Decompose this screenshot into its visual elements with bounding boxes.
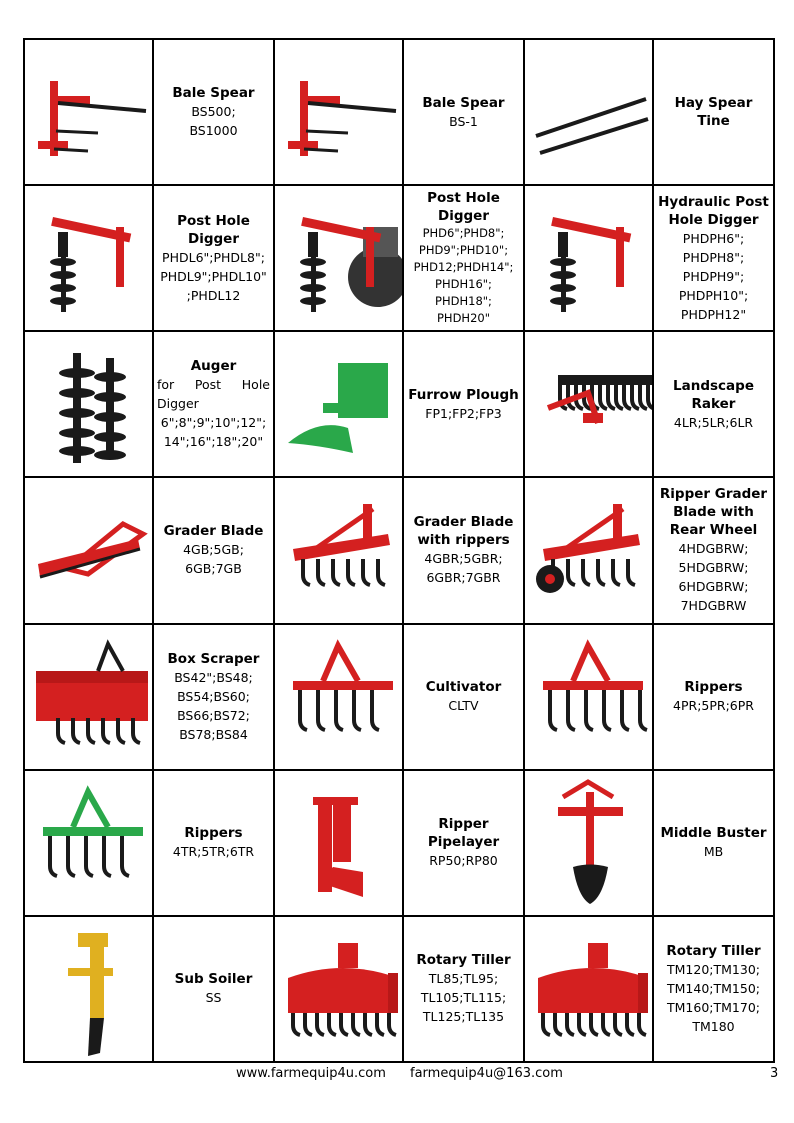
model-codes: 4TR;5TR;6TR — [172, 844, 255, 860]
product-description — [653, 624, 774, 770]
model-codes: 14";16";18";20" — [163, 434, 264, 450]
product-description — [403, 331, 524, 477]
sub-soiler-photo — [24, 916, 153, 1062]
ripper-grader-blade-rear-wheel-image — [528, 479, 653, 621]
cultivator-image — [278, 626, 403, 768]
product-description — [153, 331, 274, 477]
hydraulic-post-hole-digger-photo — [524, 185, 653, 331]
product-name: Ripper Grader Blade with Rear Wheel — [659, 486, 768, 539]
model-codes: PHDH16"; — [435, 277, 492, 292]
product-description — [653, 39, 774, 185]
auger-bits-image — [28, 333, 153, 475]
product-name: Rippers — [684, 679, 743, 696]
post-hole-digger-phdl-image — [28, 187, 153, 329]
rippers-red-image — [528, 626, 653, 768]
product-name: Post Hole Digger — [177, 212, 250, 247]
grader-blade-with-rippers-image — [278, 479, 403, 621]
product-description — [403, 916, 524, 1062]
model-codes: BS78;BS84 — [179, 726, 248, 742]
footer-website[interactable]: www.farmequip4u.com — [236, 1066, 386, 1081]
post-hole-digger-phd-on-tractor-photo — [274, 185, 403, 331]
grader-blade-with-rippers-photo — [274, 477, 403, 623]
hay-spear-tines-image — [528, 41, 653, 183]
product-name: Furrow Plough — [408, 386, 519, 403]
ripper-pipelayer-image — [278, 772, 403, 914]
product-name: Bale Spear — [172, 85, 255, 102]
page-number: 3 — [770, 1066, 779, 1081]
catalog-row — [24, 770, 774, 916]
model-codes: 4HDGBRW; — [678, 541, 749, 557]
catalog-row — [24, 624, 774, 770]
model-codes: TL105;TL115; — [420, 990, 507, 1006]
product-description — [403, 39, 524, 185]
model-codes: PHDPH8"; — [682, 249, 745, 265]
model-codes: PHDPH6"; — [682, 230, 745, 246]
model-codes: PHDPH10"; — [678, 287, 749, 303]
model-codes: FP1;FP2;FP3 — [425, 405, 502, 421]
model-codes: 4GB;5GB; — [183, 542, 244, 558]
model-codes: PHDH18"; — [435, 294, 492, 309]
product-name: Hay Spear Tine — [674, 95, 753, 130]
catalog-row — [24, 185, 774, 331]
catalog-row — [24, 39, 774, 185]
ripper-pipelayer-photo — [274, 770, 403, 916]
bale-spear-bs500-photo — [24, 39, 153, 185]
model-codes: 6GBR;7GBR — [426, 570, 501, 586]
middle-buster-photo — [524, 770, 653, 916]
model-codes: PHDL6";PHDL8"; — [162, 249, 265, 265]
grader-blade-image — [28, 479, 153, 621]
model-codes: BS42";BS48; — [174, 669, 253, 685]
sub-soiler-image — [28, 918, 153, 1060]
product-name: Grader Blade — [163, 523, 264, 540]
model-codes: 4LR;5LR;6LR — [673, 414, 754, 430]
box-scraper-image — [28, 626, 153, 768]
rippers-green-photo — [24, 770, 153, 916]
product-description — [153, 185, 274, 331]
rippers-red-photo — [524, 624, 653, 770]
model-codes: PHD12;PHDH14"; — [413, 260, 514, 275]
product-description — [653, 770, 774, 916]
product-description — [153, 770, 274, 916]
product-description — [653, 185, 774, 331]
product-description — [653, 477, 774, 623]
product-description — [153, 477, 274, 623]
product-name: Sub Soiler — [174, 971, 253, 988]
furrow-plough-photo — [274, 331, 403, 477]
post-hole-digger-phd-on-tractor-image — [278, 187, 403, 329]
model-codes: PHDPH12" — [680, 306, 747, 322]
hay-spear-tines-photo — [524, 39, 653, 185]
product-name: Landscape Raker — [673, 377, 754, 412]
model-codes: BS66;BS72; — [177, 707, 250, 723]
model-codes: 7HDGBRW — [680, 598, 747, 614]
landscape-raker-photo — [524, 331, 653, 477]
rotary-tiller-tl-photo — [274, 916, 403, 1062]
model-codes: MB — [703, 844, 724, 860]
bale-spear-bs1-image — [278, 41, 403, 183]
model-codes: for Post Hole Digger — [157, 377, 270, 412]
rotary-tiller-tm-photo — [524, 916, 653, 1062]
model-codes: 4PR;5PR;6PR — [673, 698, 754, 714]
model-codes: RP50;RP80 — [429, 853, 498, 869]
rotary-tiller-tm-image — [528, 918, 653, 1060]
bale-spear-bs500-image — [28, 41, 153, 183]
hydraulic-post-hole-digger-image — [528, 187, 653, 329]
auger-bits-photo — [24, 331, 153, 477]
box-scraper-photo — [24, 624, 153, 770]
model-codes: PHDL9";PHDL10" — [160, 268, 267, 284]
model-codes: PHDH20" — [436, 311, 490, 326]
middle-buster-image — [528, 772, 653, 914]
product-name: Rotary Tiller — [666, 942, 761, 959]
cultivator-photo — [274, 624, 403, 770]
furrow-plough-image — [278, 333, 403, 475]
product-name: Rotary Tiller — [416, 952, 511, 969]
product-name: Rippers — [184, 825, 243, 842]
rippers-green-image — [28, 772, 153, 914]
rotary-tiller-tl-image — [278, 918, 403, 1060]
model-codes: 5HDGBRW; — [678, 560, 749, 576]
model-codes: TM180 — [692, 1018, 735, 1034]
product-name: Grader Blade with rippers — [413, 514, 514, 549]
product-name: Box Scraper — [167, 650, 260, 667]
model-codes: PHD6";PHD8"; — [422, 226, 505, 241]
product-description — [653, 916, 774, 1062]
product-description — [403, 185, 524, 331]
model-codes: 4GBR;5GBR; — [424, 551, 503, 567]
model-codes: PHDPH9"; — [682, 268, 745, 284]
catalog-row — [24, 916, 774, 1062]
model-codes: 6HDGBRW; — [678, 579, 749, 595]
product-description — [153, 624, 274, 770]
product-name: Bale Spear — [422, 94, 505, 111]
product-name: Ripper Pipelayer — [427, 816, 500, 851]
model-codes: BS-1 — [449, 113, 478, 129]
model-codes: TM120;TM130; — [667, 961, 760, 977]
model-codes: SS — [205, 990, 222, 1006]
model-codes: TL85;TL95; — [428, 971, 499, 987]
model-codes: CLTV — [448, 698, 479, 714]
product-name: Auger — [190, 358, 237, 375]
product-description — [403, 477, 524, 623]
product-description — [153, 39, 274, 185]
product-description — [653, 331, 774, 477]
landscape-raker-image — [528, 333, 653, 475]
model-codes: BS54;BS60; — [177, 688, 250, 704]
product-description — [403, 624, 524, 770]
product-name: Middle Buster — [660, 825, 767, 842]
catalog-row — [24, 331, 774, 477]
catalog-row — [24, 477, 774, 623]
product-name: Hydraulic Post Hole Digger — [658, 193, 769, 228]
model-codes: TM160;TM170; — [667, 999, 760, 1015]
post-hole-digger-phdl-photo — [24, 185, 153, 331]
page-footer — [0, 1066, 794, 1086]
model-codes: TL125;TL135 — [422, 1009, 505, 1025]
model-codes: 6";8";9";10";12"; — [160, 415, 267, 431]
model-codes: ;PHDL12 — [186, 287, 241, 303]
ripper-grader-blade-rear-wheel-photo — [524, 477, 653, 623]
product-description — [153, 916, 274, 1062]
model-codes: BS500; — [191, 104, 236, 120]
catalog-body — [24, 39, 774, 1062]
model-codes: 6GB;7GB — [185, 561, 242, 577]
product-name: Post Hole Digger — [427, 190, 500, 225]
bale-spear-bs1-photo — [274, 39, 403, 185]
model-codes: BS1000 — [189, 123, 238, 139]
product-catalog-table — [23, 38, 775, 1063]
footer-email[interactable]: farmequip4u@163.com — [410, 1066, 563, 1081]
model-codes: PHD9";PHD10"; — [418, 243, 509, 258]
product-name: Cultivator — [425, 679, 502, 696]
model-codes: TM140;TM150; — [667, 980, 760, 996]
grader-blade-photo — [24, 477, 153, 623]
product-description — [403, 770, 524, 916]
